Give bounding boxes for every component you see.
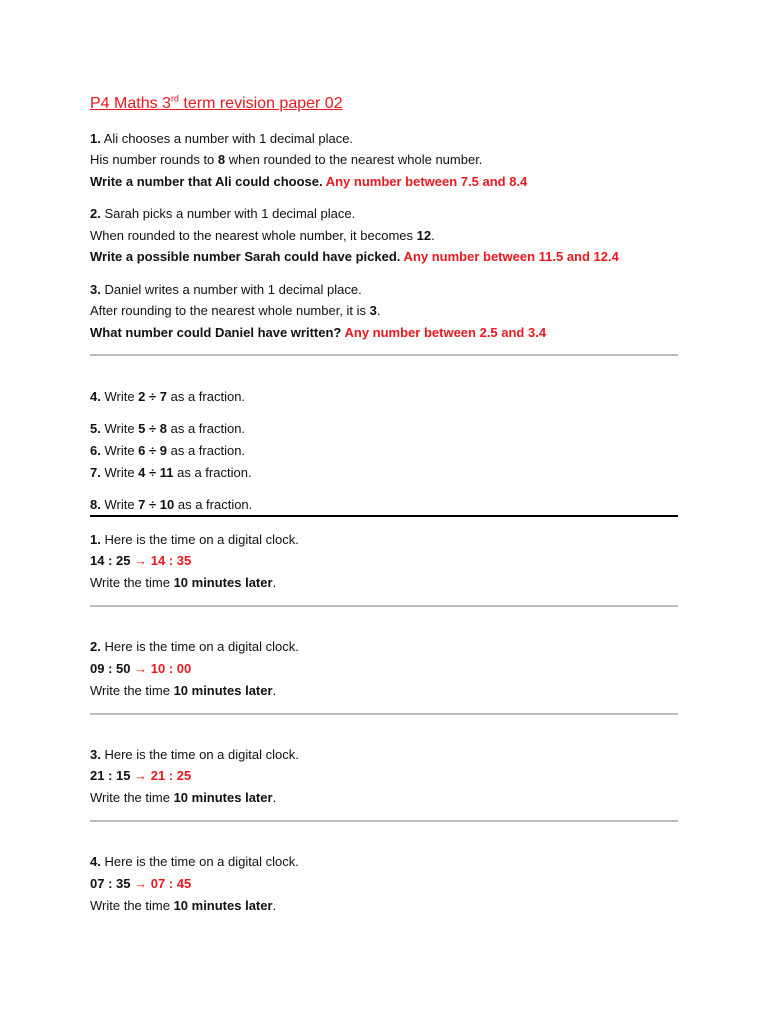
answer-text: Any number between 2.5 and 3.4 <box>341 325 547 340</box>
clock-q3-instruction: Write the time 10 minutes later. <box>90 790 277 805</box>
clock-q4-instruction: Write the time 10 minutes later. <box>90 898 277 913</box>
title-main: P4 Maths 3 <box>90 95 171 112</box>
clock-q1-instruction: Write the time 10 minutes later. <box>90 575 277 590</box>
answer-text: Any number between 11.5 and 12.4 <box>400 249 619 264</box>
section-divider <box>90 605 678 607</box>
clock-q4-times <box>90 875 191 893</box>
rounding-q2-line1: 2. Sarah picks a number with 1 decimal place. <box>90 206 356 221</box>
clock-q2-instruction: Write the time 10 minutes later. <box>90 683 277 698</box>
clock-time: 09 : 50 <box>90 661 131 676</box>
clock-q1-times <box>90 552 191 570</box>
title-rest: term revision paper 02 <box>178 95 343 112</box>
fraction-q7: 7. Write 4 ÷ 11 as a fraction. <box>90 465 252 480</box>
page-title <box>90 95 343 113</box>
clock-q3-times <box>90 767 191 785</box>
clock-q2-times <box>90 660 191 678</box>
clock-q2-intro: 2. Here is the time on a digital clock. <box>90 639 299 654</box>
rounding-q2-question: Write a possible number Sarah could have picked. Any number between 11.5 and 12.4 <box>90 249 619 264</box>
clock-time: 14 : 25 <box>90 553 131 568</box>
clock-time: 07 : 35 <box>90 876 131 891</box>
clock-q1-intro: 1. Here is the time on a digital clock. <box>90 532 299 547</box>
fraction-q4: 4. Write 2 ÷ 7 as a fraction. <box>90 389 246 404</box>
rounding-q1-line1: 1. Ali chooses a number with 1 decimal place. <box>90 131 354 146</box>
rounding-q1-question: Write a number that Ali could choose. Any number between 7.5 and 8.4 <box>90 174 528 189</box>
answer-text: Any number between 7.5 and 8.4 <box>322 174 528 189</box>
section-divider-black <box>90 515 678 517</box>
clock-time: 21 : 15 <box>90 768 131 783</box>
rounding-q3-line1: 3. Daniel writes a number with 1 decimal place. <box>90 282 362 297</box>
clock-q4-intro: 4. Here is the time on a digital clock. <box>90 854 299 869</box>
fraction-q6: 6. Write 6 ÷ 9 as a fraction. <box>90 443 246 458</box>
clock-q3-intro: 3. Here is the time on a digital clock. <box>90 747 299 762</box>
section-divider <box>90 713 678 715</box>
arrow-icon: → <box>130 876 151 891</box>
rounding-q3-question: What number could Daniel have written? Any number between 2.5 and 3.4 <box>90 325 547 340</box>
answer-time: 07 : 45 <box>150 876 192 891</box>
section-divider <box>90 354 678 356</box>
answer-time: 21 : 25 <box>150 768 192 783</box>
rounding-q2-line2: When rounded to the nearest whole number, it becomes 12. <box>90 228 435 243</box>
rounding-q1-line2: His number rounds to 8 when rounded to the nearest whole number. <box>90 152 483 167</box>
section-divider <box>90 820 678 822</box>
rounding-q3-line2: After rounding to the nearest whole number, it is 3. <box>90 303 381 318</box>
arrow-icon: → <box>130 768 151 783</box>
arrow-icon: → <box>130 553 151 568</box>
fraction-q8: 8. Write 7 ÷ 10 as a fraction. <box>90 497 253 512</box>
title-superscript: rd <box>170 93 179 104</box>
arrow-icon: → <box>130 661 151 676</box>
fraction-q5: 5. Write 5 ÷ 8 as a fraction. <box>90 421 246 436</box>
answer-time: 14 : 35 <box>150 553 192 568</box>
answer-time: 10 : 00 <box>150 661 192 676</box>
